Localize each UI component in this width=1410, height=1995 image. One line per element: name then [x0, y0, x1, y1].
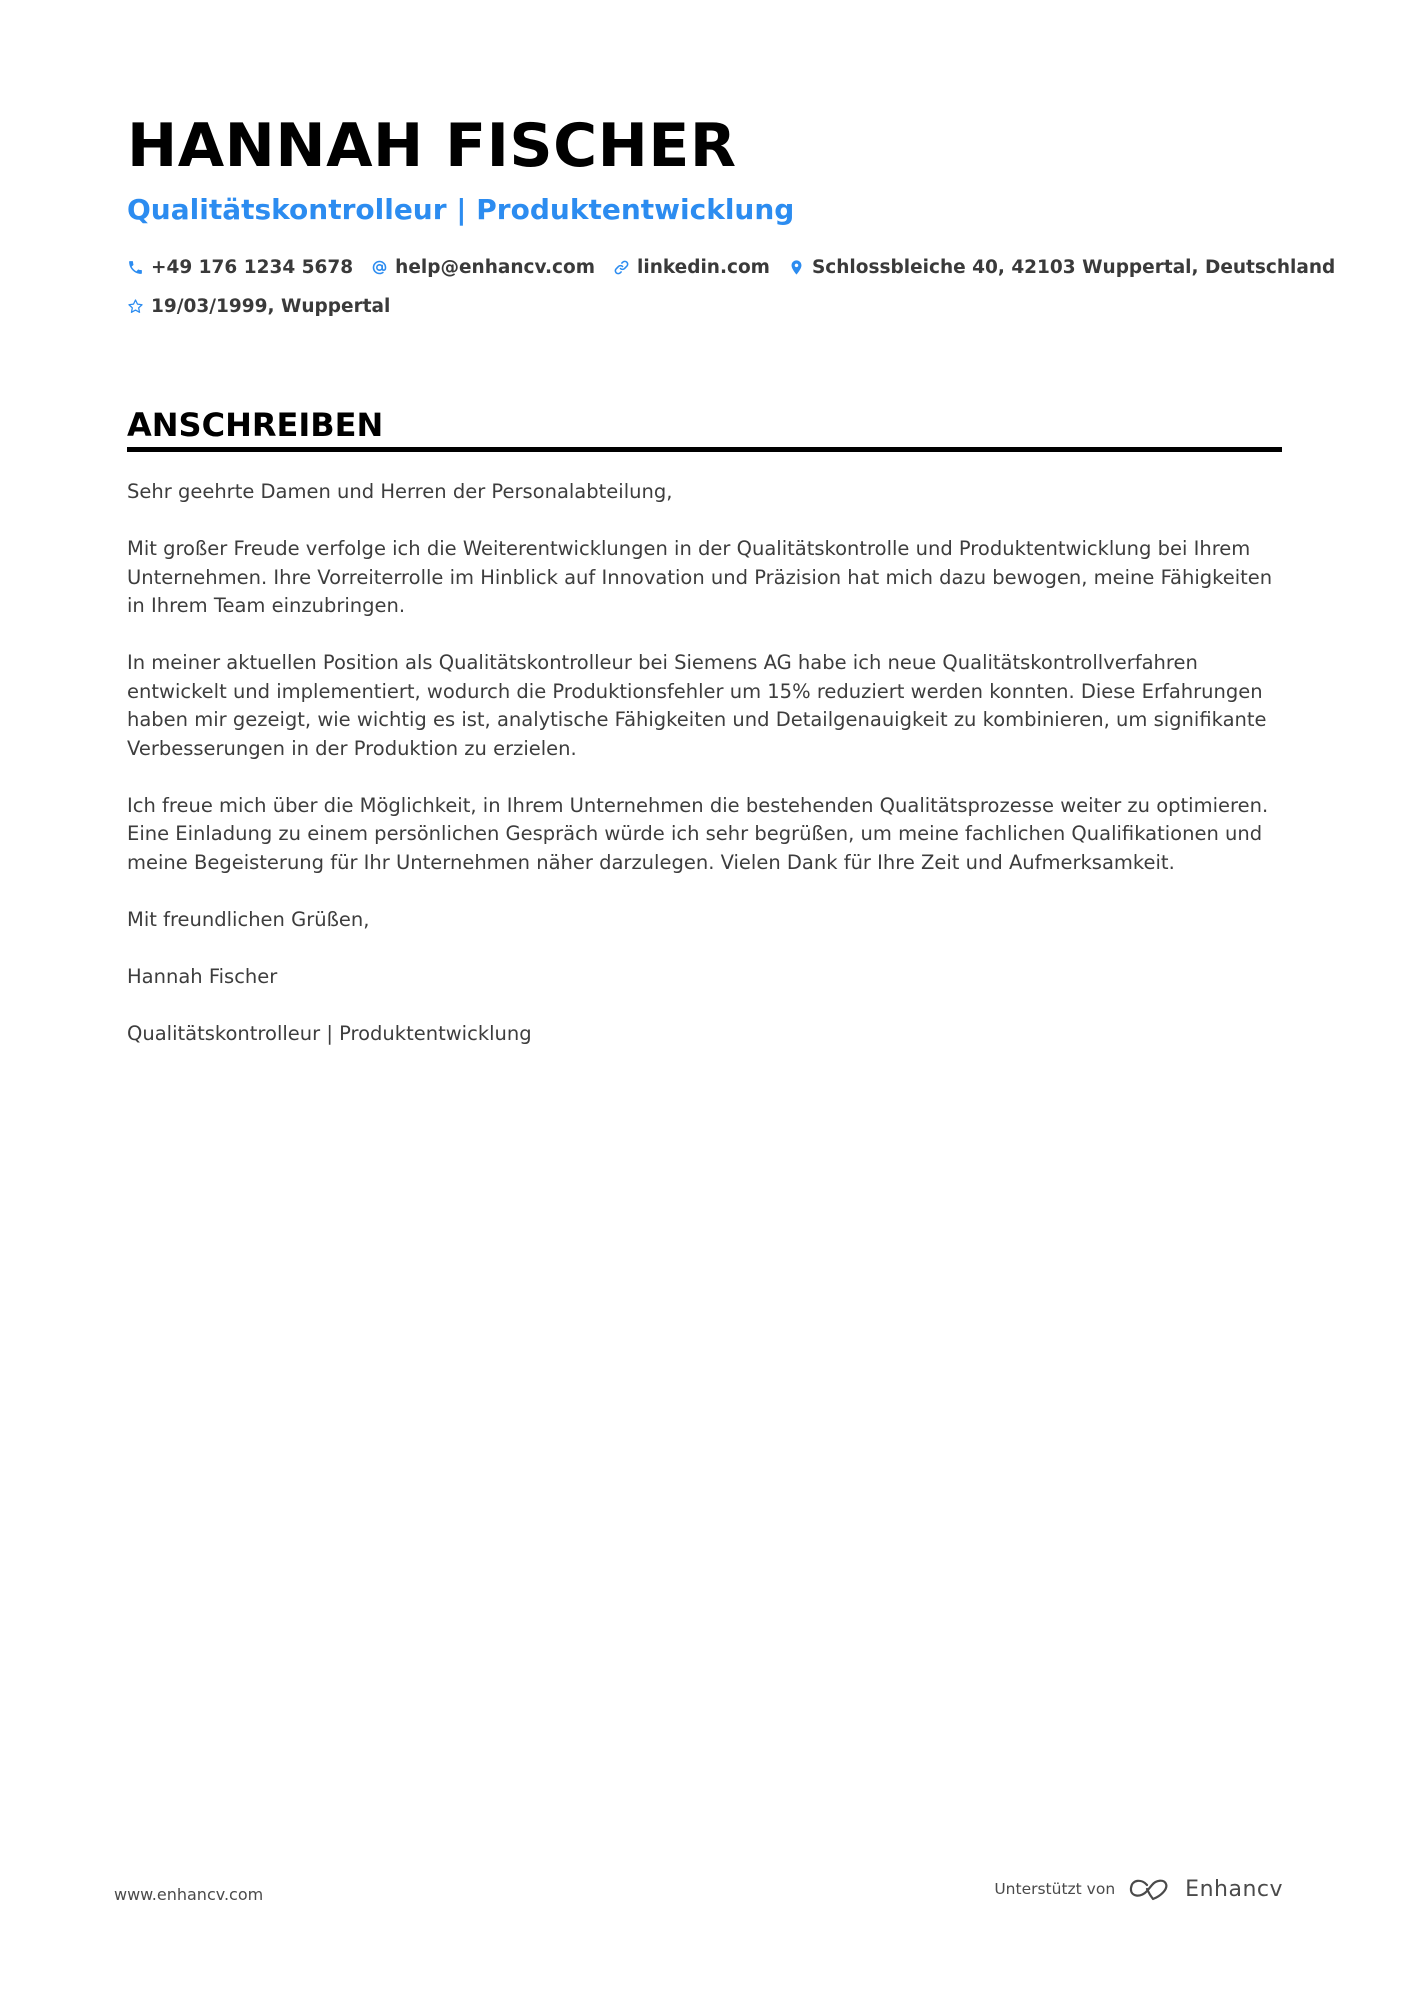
enhancv-logo-icon — [1127, 1876, 1173, 1902]
contact-linkedin[interactable] — [613, 257, 770, 278]
link-icon — [613, 259, 630, 276]
letter-closing: Mit freundlichen Grüßen, — [127, 907, 370, 931]
applicant-name: HANNAH FISCHER — [127, 111, 737, 181]
contact-row-2 — [127, 291, 1287, 321]
contact-birth — [127, 296, 390, 317]
phone-text: +49 176 1234 5678 — [151, 256, 354, 278]
signature-title: Qualitätskontrolleur | Produktentwicklung — [127, 1021, 532, 1045]
enhancv-brand-text: Enhancv — [1185, 1876, 1283, 1902]
contact-email[interactable] — [371, 257, 595, 278]
birth-text: 19/03/1999, Wuppertal — [151, 295, 391, 317]
contact-address — [788, 257, 1335, 278]
letter-paragraph: In meiner aktuellen Position als Qualitätskontrolleur bei Siemens AG habe ich neue Qualitätskontrollverfahren entwickelt und implementiert, wodurch die Produktionsfehler um 15% reduziert werden konnten. Diese Erfahrungen haben mir gezeigt, wie wichtig es ist, analytische Fähigkeiten und Detailgenauigkeit zu kombinieren, um signifikante Verbesserungen in der Produktion zu erzielen. — [127, 651, 1267, 760]
star-icon — [127, 298, 144, 315]
letter-body — [127, 478, 1287, 1077]
at-icon — [371, 259, 388, 276]
powered-by-label: Unterstützt von — [994, 1880, 1116, 1898]
phone-icon — [127, 259, 144, 276]
linkedin-text[interactable]: linkedin.com — [637, 256, 770, 278]
letter-paragraph: Mit großer Freude verfolge ich die Weiterentwicklungen in der Qualitätskontrolle und Produktentwicklung bei Ihrem Unternehmen. Ihre Vorreiterrolle im Hinblick auf Innovation und Präzision hat mich dazu bewogen, meine Fähigkeiten in Ihrem Team einzubringen. — [127, 537, 1273, 617]
letter-paragraph: Ich freue mich über die Möglichkeit, in Ihrem Unternehmen die bestehenden Qualitätsprozesse weiter zu optimieren. Eine Einladung zu einem persönlichen Gespräch würde ich sehr begrüßen, um meine fachlichen Qualifikationen und meine Begeisterung für Ihr Unternehmen näher darzulegen. Vielen Dank für Ihre Zeit und Aufmerksamkeit. — [127, 793, 1269, 874]
letter-salutation: Sehr geehrte Damen und Herren der Personalabteilung, — [127, 480, 673, 503]
footer-branding — [994, 1876, 1283, 1902]
contact-phone — [127, 257, 353, 278]
email-text[interactable]: help@enhancv.com — [395, 256, 596, 278]
section-title: ANSCHREIBEN — [127, 406, 384, 444]
contact-info — [127, 252, 1336, 330]
address-text: Schlossbleiche 40, 42103 Wuppertal, Deutschland — [811, 256, 1336, 278]
contact-row-1 — [127, 252, 1336, 282]
signature-name: Hannah Fischer — [127, 964, 278, 988]
applicant-title: Qualitätskontrolleur | Produktentwicklung — [127, 193, 795, 226]
location-pin-icon — [788, 259, 805, 276]
section-divider — [127, 447, 1282, 452]
footer-website[interactable]: www.enhancv.com — [114, 1885, 264, 1904]
